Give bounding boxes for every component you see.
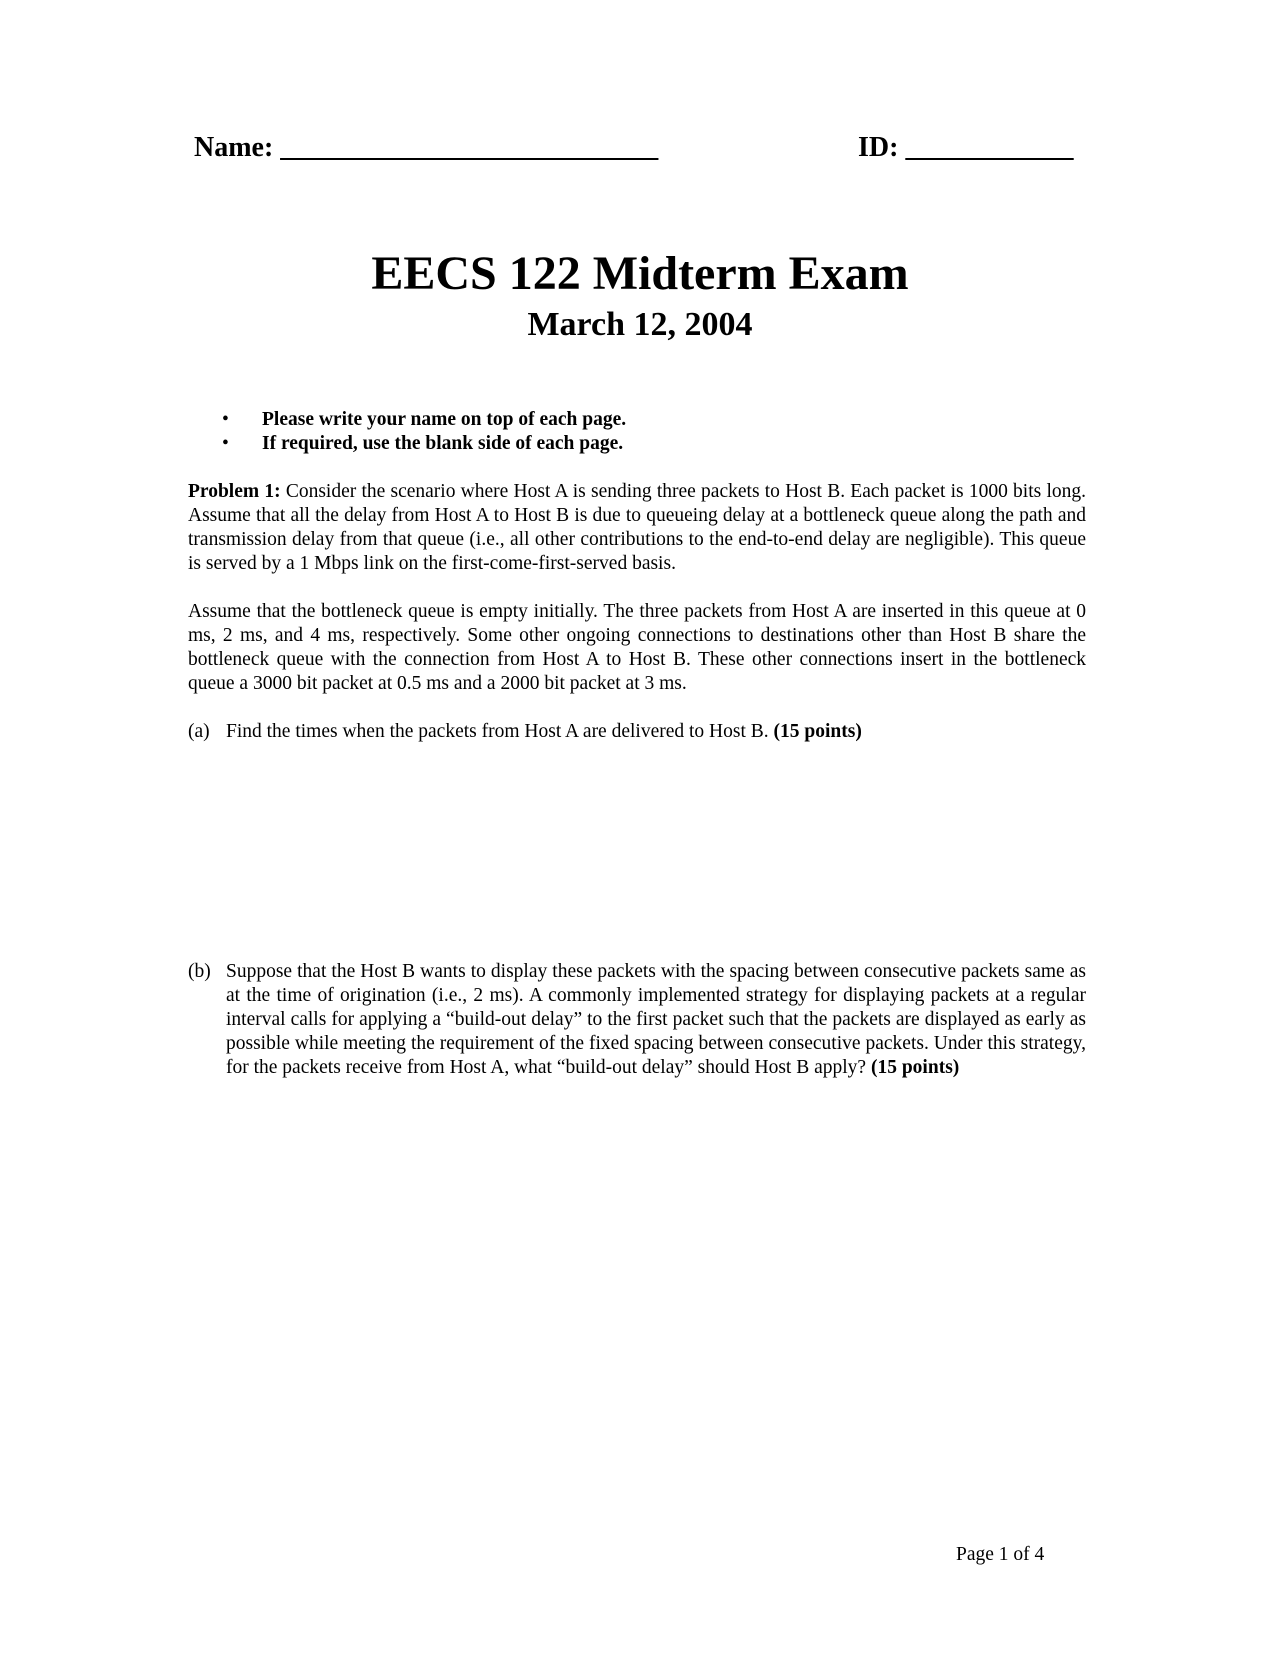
instruction-text: Please write your name on top of each page. bbox=[262, 409, 627, 430]
part-b-body bbox=[226, 960, 1086, 1080]
instruction-item bbox=[222, 432, 626, 456]
part-a-points: (15 points) bbox=[773, 721, 862, 742]
problem-1-intro bbox=[188, 480, 1086, 576]
instruction-text: If required, use the blank side of each page. bbox=[262, 433, 624, 454]
part-a bbox=[188, 720, 1086, 744]
part-b-points: (15 points) bbox=[870, 1057, 960, 1078]
name-field-label: Name: ___________________________ bbox=[194, 132, 659, 163]
part-b-label: (b) bbox=[188, 961, 211, 982]
bullet-icon: • bbox=[222, 433, 229, 454]
bullet-icon: • bbox=[222, 409, 229, 430]
instruction-item bbox=[222, 408, 626, 432]
part-a-text: Find the times when the packets from Host A are delivered to Host B. bbox=[226, 721, 774, 742]
problem-1-intro-text: Consider the scenario where Host A is sending three packets to Host B. Each packet is 1000 bits long. Assume that all the delay from Host A to Host B is due to queueing delay at a bottleneck queue along the path and transmission delay from that queue (i.e., all other contributions to the end-to-end delay are negligible). This queue is served by a 1 Mbps link on the first-come-first-served basis. bbox=[188, 481, 1086, 574]
exam-date: March 12, 2004 bbox=[527, 306, 753, 343]
part-a-body bbox=[226, 720, 1086, 744]
part-b bbox=[188, 960, 1086, 1080]
exam-title: EECS 122 Midterm Exam bbox=[371, 247, 909, 300]
problem-1-setup: Assume that the bottleneck queue is empty initially. The three packets from Host A are inserted in this queue at 0 ms, 2 ms, and 4 ms, respectively. Some other ongoing connections to destinations other than Host B share the bottleneck queue with the connection from Host A to Host B. These other connections insert in the bottleneck queue a 3000 bit packet at 0.5 ms and a 2000 bit packet at 3 ms. bbox=[188, 601, 1086, 694]
problem-1-label: Problem 1: bbox=[188, 481, 281, 502]
part-b-text: Suppose that the Host B wants to display these packets with the spacing between consecutive packets same as at the time of origination (i.e., 2 ms). A commonly implemented strategy for displaying packets at a regular interval calls for applying a “build-out delay” to the first packet such that the packets are displayed as early as possible while meeting the requirement of the fixed spacing between consecutive packets. Under this strategy, for the packets receive from Host A, what “build-out delay” should Host B apply? bbox=[226, 961, 1086, 1078]
id-field-label: ID: ____________ bbox=[858, 132, 1074, 163]
page-number: Page 1 of 4 bbox=[956, 1544, 1045, 1565]
part-a-label: (a) bbox=[188, 721, 210, 742]
instructions-list bbox=[222, 408, 626, 456]
